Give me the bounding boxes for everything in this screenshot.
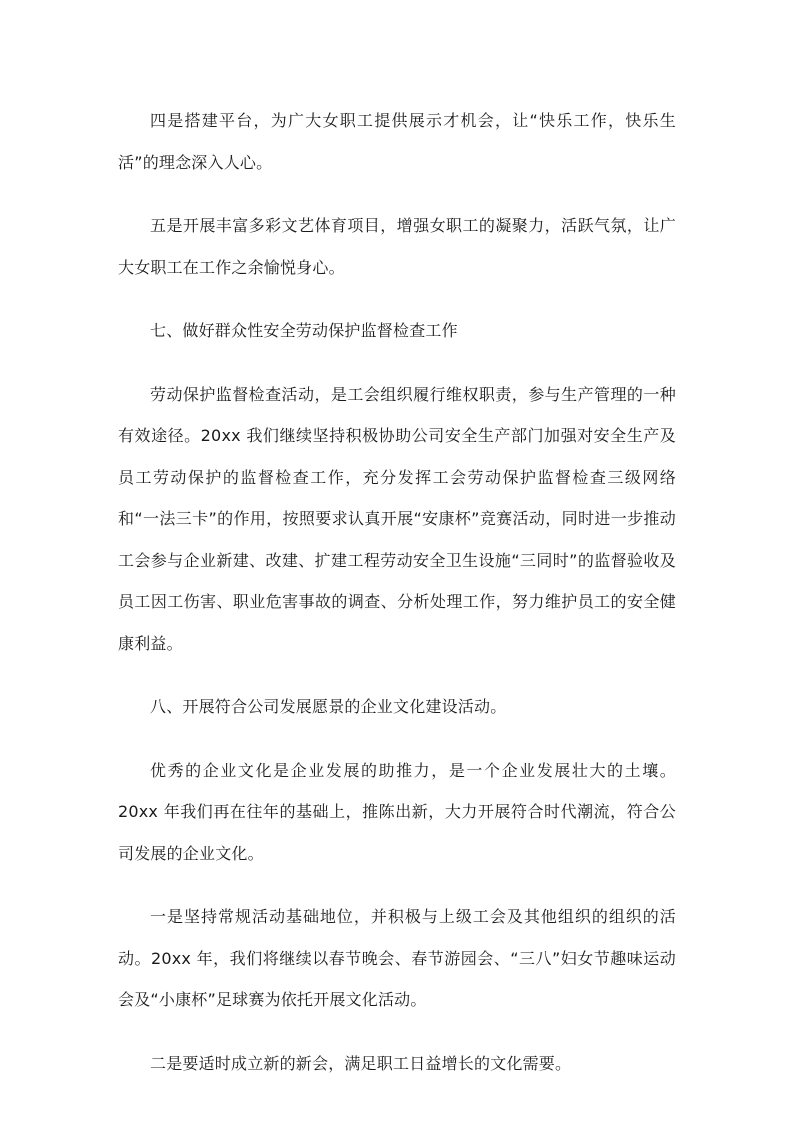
paragraph-item-four: 四是搭建平台，为广大女职工提供展示才机会，让“快乐工作，快乐生活”的理念深入人心。 [118,111,676,172]
paragraph-item-one: 一是坚持常规活动基础地位，并积极与上级工会及其他组织的组织的活动。20xx 年，我们将继续以春节晚会、春节游园会、“三八”妇女节趣味运动会及“小康杯”足球赛为依托开展文化活动。 [118,907,676,1009]
paragraph-labor-protection: 劳动保护监督检查活动，是工会组织履行维权职责，参与生产管理的一种有效途径。20xx 我们继续坚持积极协助公司安全生产部门加强对安全生产及员工劳动保护的监督检查工作，充分发挥工会劳动保护监督检查三级网络和“一法三卡”的作用，按照要求认真开展“安康杯”竞赛活动，同时进一步推动工会参与企业新建、改建、扩建工程劳动安全卫生设施“三同时”的监督验收及员工因工伤害、职业危害事故的调查、分析处理工作，努力维护员工的安全健康利益。 [118,384,676,653]
paragraph-item-five: 五是开展丰富多彩文艺体育项目，增强女职工的凝聚力，活跃气氛，让广大女职工在工作之余愉悦身心。 [118,216,676,277]
paragraph-gap [118,874,676,896]
paragraph-item-two: 二是要适时成立新的新会，满足职工日益增长的文化需要。 [150,1053,572,1073]
paragraph-corporate-culture: 优秀的企业文化是企业发展的助推力，是一个企业发展壮大的土壤。20xx 年我们再在往年的基础上，推陈出新，大力开展符合时代潮流，符合公司发展的企业文化。 [118,760,676,863]
section-heading-eight: 八、开展符合公司发展愿景的企业文化建设活动。 [150,697,507,716]
paragraph-gap [118,352,676,374]
paragraph-gap [118,1021,676,1043]
paragraph-gap [118,183,676,205]
section-heading-seven: 七、做好群众性安全劳动保护监督检查工作 [150,321,458,340]
document-page [118,100,676,1084]
paragraph-gap [118,288,676,310]
paragraph-gap [118,664,676,686]
paragraph-gap [118,728,676,750]
